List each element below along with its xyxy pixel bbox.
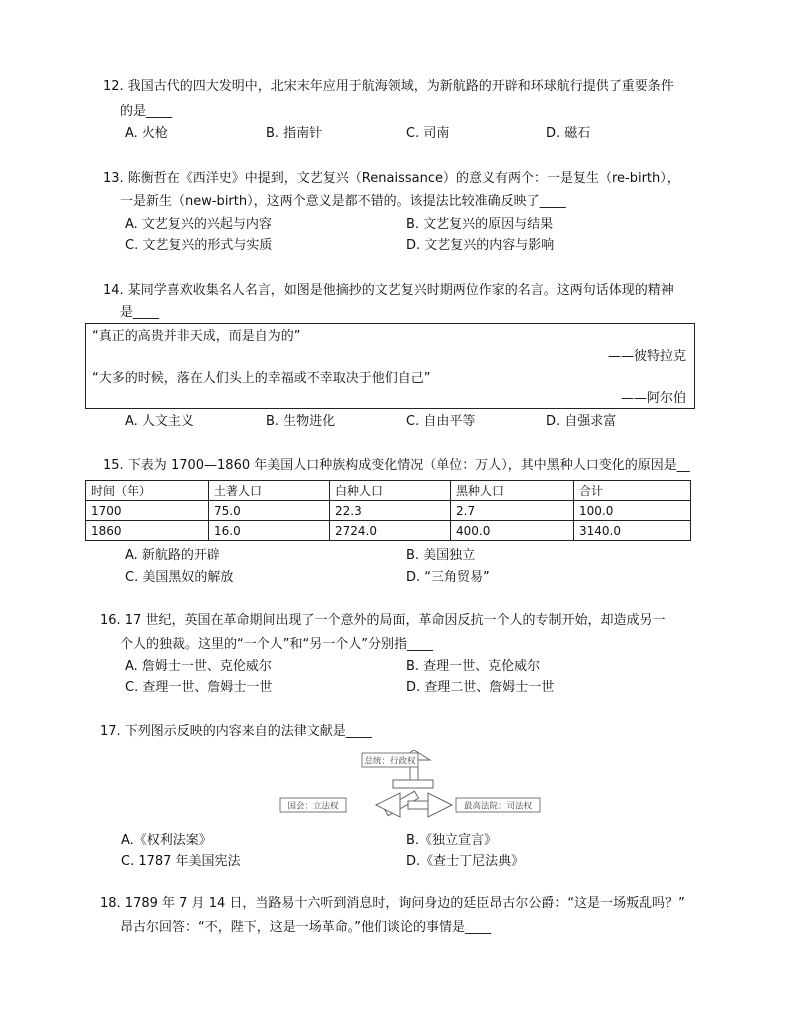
hub	[393, 780, 433, 788]
option-b[interactable]: B.《独立宣言》	[406, 833, 498, 848]
table-cell: 3140.0	[574, 521, 691, 541]
option-a[interactable]: A. 新航路的开辟	[125, 548, 220, 563]
option-a[interactable]: A. 火枪	[125, 126, 168, 141]
option-a[interactable]: A. 文艺复兴的兴起与内容	[125, 217, 272, 232]
question-text: 14. 某同学喜欢收集名人名言，如图是他摘抄的文艺复兴时期两位作家的名言。这两句话体现的精神	[103, 283, 674, 298]
option-b[interactable]: B. 查理一世、克伦威尔	[406, 659, 541, 674]
table-cell: 16.0	[209, 521, 330, 541]
option-a[interactable]: A. 人文主义	[125, 414, 194, 429]
option-b[interactable]: B. 指南针	[266, 126, 323, 141]
option-a[interactable]: A.《权利法案》	[121, 833, 212, 848]
table-cell: 100.0	[574, 501, 691, 521]
option-c[interactable]: C. 文艺复兴的形式与实质	[125, 238, 273, 253]
quote-box	[85, 323, 695, 409]
table-header: 黑种人口	[451, 481, 574, 501]
table-cell: 400.0	[451, 521, 574, 541]
table-header-row	[86, 481, 691, 501]
table-row	[86, 501, 691, 521]
question-text: 16. 17 世纪，英国在革命期间出现了一个意外的局面，革命因反抗一个人的专制开始，却造成另一	[100, 613, 666, 628]
table-header: 土著人口	[209, 481, 330, 501]
option-c[interactable]: C. 司南	[406, 126, 450, 141]
right-arrow-shaft	[408, 801, 428, 809]
table-cell: 75.0	[209, 501, 330, 521]
option-b[interactable]: B. 文艺复兴的原因与结果	[406, 217, 554, 232]
question-text: 18. 1789 年 7 月 14 日，当路易十六听到消息时，询问身边的廷臣昂古尔公爵：“这是一场叛乱吗？”	[100, 896, 685, 911]
table-row	[86, 521, 691, 541]
question-text: 15. 下表为 1700—1860 年美国人口种族构成变化情况（单位：万人），其中黑种人口变化的原因是__	[103, 458, 690, 473]
table-cell: 1700	[86, 501, 209, 521]
option-c[interactable]: C. 查理一世、詹姆士一世	[125, 680, 273, 695]
quote-2: “大多的时候，落在人们头上的幸福或不幸取决于他们自己”	[92, 371, 431, 386]
question-text: 是____	[120, 305, 160, 320]
quote-1: “真正的高贵并非天成，而是自为的”	[92, 329, 301, 344]
population-table	[85, 480, 691, 541]
table-header: 白种人口	[330, 481, 451, 501]
table-cell: 1860	[86, 521, 209, 541]
separation-of-powers-diagram	[278, 750, 550, 822]
option-c[interactable]: C. 1787 年美国宪法	[121, 854, 241, 869]
table-cell: 22.3	[330, 501, 451, 521]
question-text: 昂古尔回答：“不，陛下，这是一场革命。”他们谈论的事情是____	[120, 920, 491, 935]
question-text: 个人的独裁。这里的“一个人”和“另一个人”分别指____	[120, 637, 433, 652]
table-cell: 2.7	[451, 501, 574, 521]
question-text: 的是____	[120, 104, 173, 119]
option-c[interactable]: C. 自由平等	[406, 414, 476, 429]
question-text: 一是新生（new-birth），这两个意义是都不错的。该提法比较准确反映了____	[120, 194, 566, 209]
question-text: 17. 下列图示反映的内容来自的法律文献是____	[100, 724, 372, 739]
option-d[interactable]: D. 文艺复兴的内容与影响	[406, 238, 555, 253]
question-text: 12. 我国古代的四大发明中，北宋末年应用于航海领域，为新航路的开辟和环球航行提供了重要条件	[103, 79, 674, 94]
option-b[interactable]: B. 美国独立	[406, 548, 476, 563]
option-d[interactable]: D. “三角贸易”	[406, 570, 490, 585]
table-header: 合计	[574, 481, 691, 501]
president-label: 总统：行政权	[364, 756, 416, 767]
option-d[interactable]: D.《查士丁尼法典》	[406, 854, 525, 869]
option-d[interactable]: D. 磁石	[546, 126, 591, 141]
option-d[interactable]: D. 自强求富	[546, 414, 617, 429]
congress-label: 国会：立法权	[287, 801, 339, 812]
quote-2-author: ——阿尔伯	[620, 391, 686, 406]
supreme-court-label: 最高法院：司法权	[463, 801, 533, 812]
quote-1-author: ——彼特拉克	[607, 349, 686, 364]
question-text: 13. 陈衡哲在《西洋史》中提到，文艺复兴（Renaissance）的意义有两个：一是复生（re-birth），	[103, 171, 680, 186]
right-arrow-head	[428, 793, 452, 817]
table-header: 时间（年）	[86, 481, 209, 501]
table-cell: 2724.0	[330, 521, 451, 541]
option-a[interactable]: A. 詹姆士一世、克伦威尔	[125, 659, 272, 674]
option-b[interactable]: B. 生物进化	[266, 414, 336, 429]
option-c[interactable]: C. 美国黑奴的解放	[125, 570, 234, 585]
option-d[interactable]: D. 查理二世、詹姆士一世	[406, 680, 555, 695]
